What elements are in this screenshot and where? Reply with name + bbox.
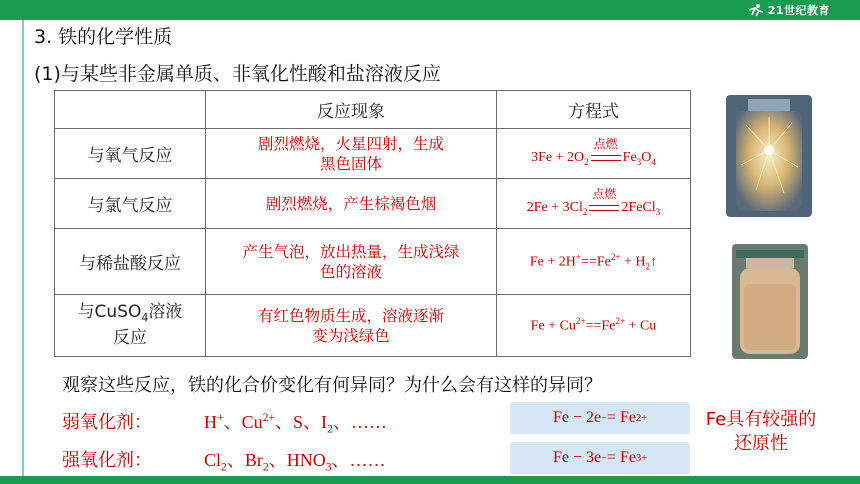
ion: 、S、I xyxy=(275,412,328,432)
observation-line: 变为浅绿色 xyxy=(312,326,390,345)
ion: 、Br xyxy=(226,450,263,470)
eq-sup: 3+ xyxy=(635,452,648,464)
header-phenomenon: 反应现象 xyxy=(206,91,497,129)
row-label xyxy=(55,295,206,357)
label-part: 与CuSO xyxy=(77,301,142,322)
eq-sup: + xyxy=(575,251,582,262)
eq-sup: 2+ xyxy=(635,412,648,424)
reaction-condition xyxy=(587,187,621,216)
row-label: 与氧气反应 xyxy=(55,129,206,179)
eq-part: O xyxy=(641,150,652,166)
ion-charge: + xyxy=(217,411,224,424)
section-subtitle: (1)与某些非金属单质、非氧化性酸和盐溶液反应 xyxy=(34,63,441,85)
eq-part: Fe − 2e xyxy=(552,409,602,426)
label-part: 溶液 xyxy=(148,301,183,322)
weak-oxidant-label: 弱氧化剂： xyxy=(62,412,152,433)
label-sub: 4 xyxy=(141,311,149,325)
observation-line: 剧烈燃烧，火星四射，生成 xyxy=(257,134,444,153)
observation-line: 剧烈燃烧，产生棕褐色烟 xyxy=(265,194,437,213)
ion-sub: 2 xyxy=(327,422,333,436)
observation-line: 色的溶液 xyxy=(319,262,382,281)
ion-sub: 2 xyxy=(221,460,227,474)
eq-sub: 2 xyxy=(584,156,589,167)
table-row xyxy=(55,295,691,357)
runner-logo-icon xyxy=(746,3,764,17)
observation xyxy=(206,295,497,357)
condition-text: 点燃 xyxy=(592,187,617,202)
eq-part: Fe xyxy=(622,150,637,166)
eq-sup: 2+ xyxy=(615,316,626,327)
eq-part: 2Fe + 3Cl xyxy=(526,200,583,216)
condition-text: 点燃 xyxy=(593,137,618,152)
iron-copper-sulfate-jar-photo xyxy=(732,244,808,359)
table-row xyxy=(55,179,691,229)
table-header-row xyxy=(55,91,691,129)
eq-part: ==Fe xyxy=(585,318,616,334)
eq-part: = Fe xyxy=(606,449,636,466)
table-row xyxy=(55,229,691,295)
equation xyxy=(497,129,691,179)
weak-oxidant-list xyxy=(204,408,387,436)
eq-sup: 2+ xyxy=(610,251,621,262)
eq-part: + Cu xyxy=(625,318,657,334)
bottom-bar xyxy=(0,476,860,484)
header-empty-cell xyxy=(55,91,206,129)
strong-oxidant-label: 强氧化剂： xyxy=(62,450,152,471)
strong-oxidant-list xyxy=(204,446,386,474)
observation xyxy=(206,179,497,229)
half-reaction-fe2 xyxy=(510,402,690,434)
eq-part: Fe + Cu xyxy=(530,318,576,334)
left-accent-line xyxy=(22,20,24,476)
observation-line: 有红色物质生成，溶液逐渐 xyxy=(257,306,444,325)
observation-line: 黑色固体 xyxy=(319,154,382,173)
equation xyxy=(497,179,691,229)
eq-part: Fe + 2H xyxy=(529,254,576,270)
reaction-table xyxy=(54,90,691,357)
row-label: 与稀盐酸反应 xyxy=(55,229,206,295)
eq-part: + H xyxy=(620,254,646,270)
observation-line: 产生气泡，放出热量，生成浅绿 xyxy=(242,242,460,261)
eq-sub: 3 xyxy=(636,156,642,167)
eq-sub: 4 xyxy=(651,156,656,167)
section-title: 3. 铁的化学性质 xyxy=(34,26,173,48)
eq-sup: − xyxy=(601,412,607,424)
eq-part: 3Fe + 2O xyxy=(531,150,585,166)
ion: 、…… xyxy=(331,450,386,470)
observation xyxy=(206,229,497,295)
eq-sub: 2 xyxy=(645,261,651,272)
double-line xyxy=(589,205,619,211)
row-label: 与氯气反应 xyxy=(55,179,206,229)
iron-burning-in-oxygen-photo xyxy=(726,95,812,217)
logo-text: 21世纪教育 xyxy=(767,4,830,17)
equation xyxy=(497,295,691,357)
conclusion-text: Fe具有较强的还原性 xyxy=(705,409,817,454)
ion: H xyxy=(204,412,217,432)
ion-sub: 2 xyxy=(262,460,269,474)
eq-part: Fe − 3e xyxy=(552,449,602,466)
header-equation: 方程式 xyxy=(497,91,691,129)
eq-sup: − xyxy=(601,452,607,464)
table-row xyxy=(55,129,691,179)
ion: 、HNO xyxy=(268,450,326,470)
label-part: 反应 xyxy=(113,328,147,349)
reaction-condition xyxy=(589,137,623,166)
eq-part: 2FeCl xyxy=(621,200,656,216)
half-reaction-fe3 xyxy=(510,442,690,474)
question-text: 观察这些反应，铁的化合价变化有何异同？为什么会有这样的异同？ xyxy=(62,375,602,396)
ion: Cl xyxy=(204,450,222,470)
eq-part: = Fe xyxy=(606,409,636,426)
ion: 、Cu xyxy=(223,412,263,432)
eq-part: ↑ xyxy=(650,254,658,270)
observation xyxy=(206,129,497,179)
ion-sub: 3 xyxy=(325,460,332,474)
ion: 、…… xyxy=(332,412,387,432)
logo xyxy=(746,2,830,18)
double-line xyxy=(591,155,621,161)
eq-part: ==Fe xyxy=(581,254,611,270)
eq-sub: 2 xyxy=(582,206,588,217)
equation xyxy=(497,229,691,295)
top-bar xyxy=(0,0,860,20)
eq-sup: 2+ xyxy=(575,316,586,327)
eq-sub: 3 xyxy=(655,206,661,217)
ion-charge: 2+ xyxy=(262,411,276,424)
